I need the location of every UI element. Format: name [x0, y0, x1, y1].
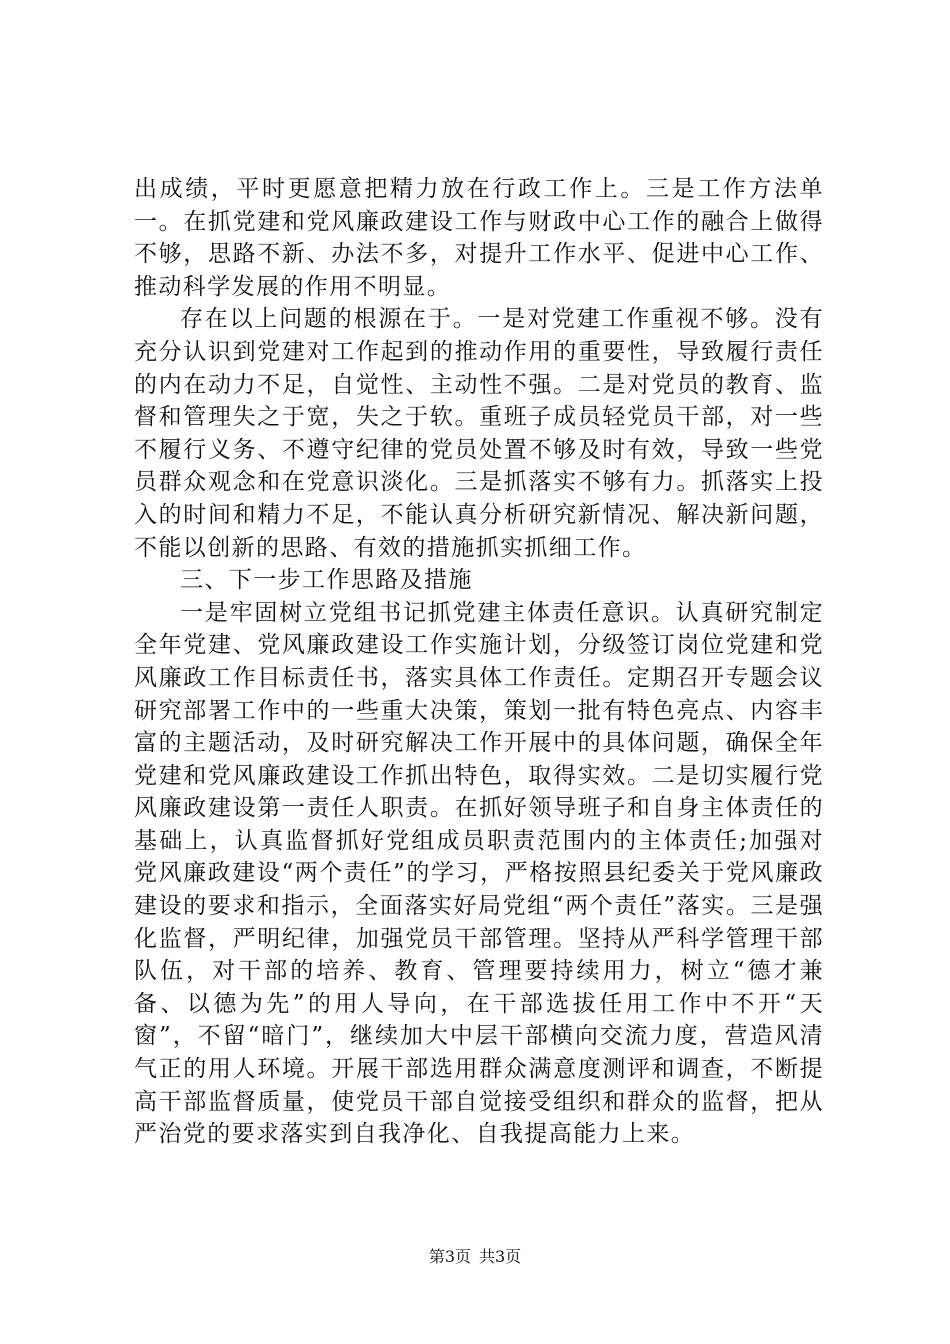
paragraph-continued: 出成绩，平时更愿意把精力放在行政工作上。三是工作方法单一。在抓党建和党风廉政建设工作与财政中心工作的融合上做得不够，思路不新、办法不多，对提升工作水平、促进中心工作、推动科学发展的作用不明显。 [134, 176, 824, 300]
page-total: 共3页 [479, 1247, 522, 1266]
page-number: 第3页 [428, 1247, 471, 1266]
paragraph-measures: 一是牢固树立党组书记抓党建主体责任意识。认真研究制定全年党建、党风廉政建设工作实施计划，分级签订岗位党建和党风廉政工作目标责任书，落实具体工作责任。定期召开专题会议研究部署工作中的一些重大决策，策划一批有特色亮点、内容丰富的主题活动，及时研究解决工作开展中的具体问题，确保全年党建和党风廉政建设工作抓出特色，取得实效。二是切实履行党风廉政建设第一责任人职责。在抓好领导班子和自身主体责任的基础上，认真监督抓好党组成员职责范围内的主体责任;加强对党风廉政建设“两个责任”的学习，严格按照县纪委关于党风廉政建设的要求和指示，全面落实好局党组“两个责任”落实。三是强化监督，严明纪律，加强党员干部管理。坚持从严科学管理干部队伍，对干部的培养、教育、管理要持续用力，树立“德才兼备、以德为先”的用人导向，在干部选拔任用工作中不开“天窗”，不留“暗门”，继续加大中层干部横向交流力度，营造风清气正的用人环境。开展干部选用群众满意度测评和调查，不断提高干部监督质量，使党员干部自觉接受组织和群众的监督，把从严治党的要求落实到自我净化、自我提高能力上来。 [134, 599, 824, 1148]
document-body [134, 173, 824, 1151]
section-heading: 三、下一步工作思路及措施 [180, 567, 473, 594]
page-footer [0, 1244, 950, 1267]
paragraph-root-causes: 存在以上问题的根源在于。一是对党建工作重视不够。没有充分认识到党建对工作起到的推动作用的重要性，导致履行责任的内在动力不足，自觉性、主动性不强。二是对党员的教育、监督和管理失之于宽，失之于软。重班子成员轻党员干部，对一些不履行义务、不遵守纪律的党员处置不够及时有效，导致一些党员群众观念和在党意识淡化。三是抓落实不够有力。抓落实上投入的时间和精力不足，不能认真分析研究新情况、解决新问题，不能以创新的思路、有效的措施抓实抓细工作。 [134, 306, 824, 561]
